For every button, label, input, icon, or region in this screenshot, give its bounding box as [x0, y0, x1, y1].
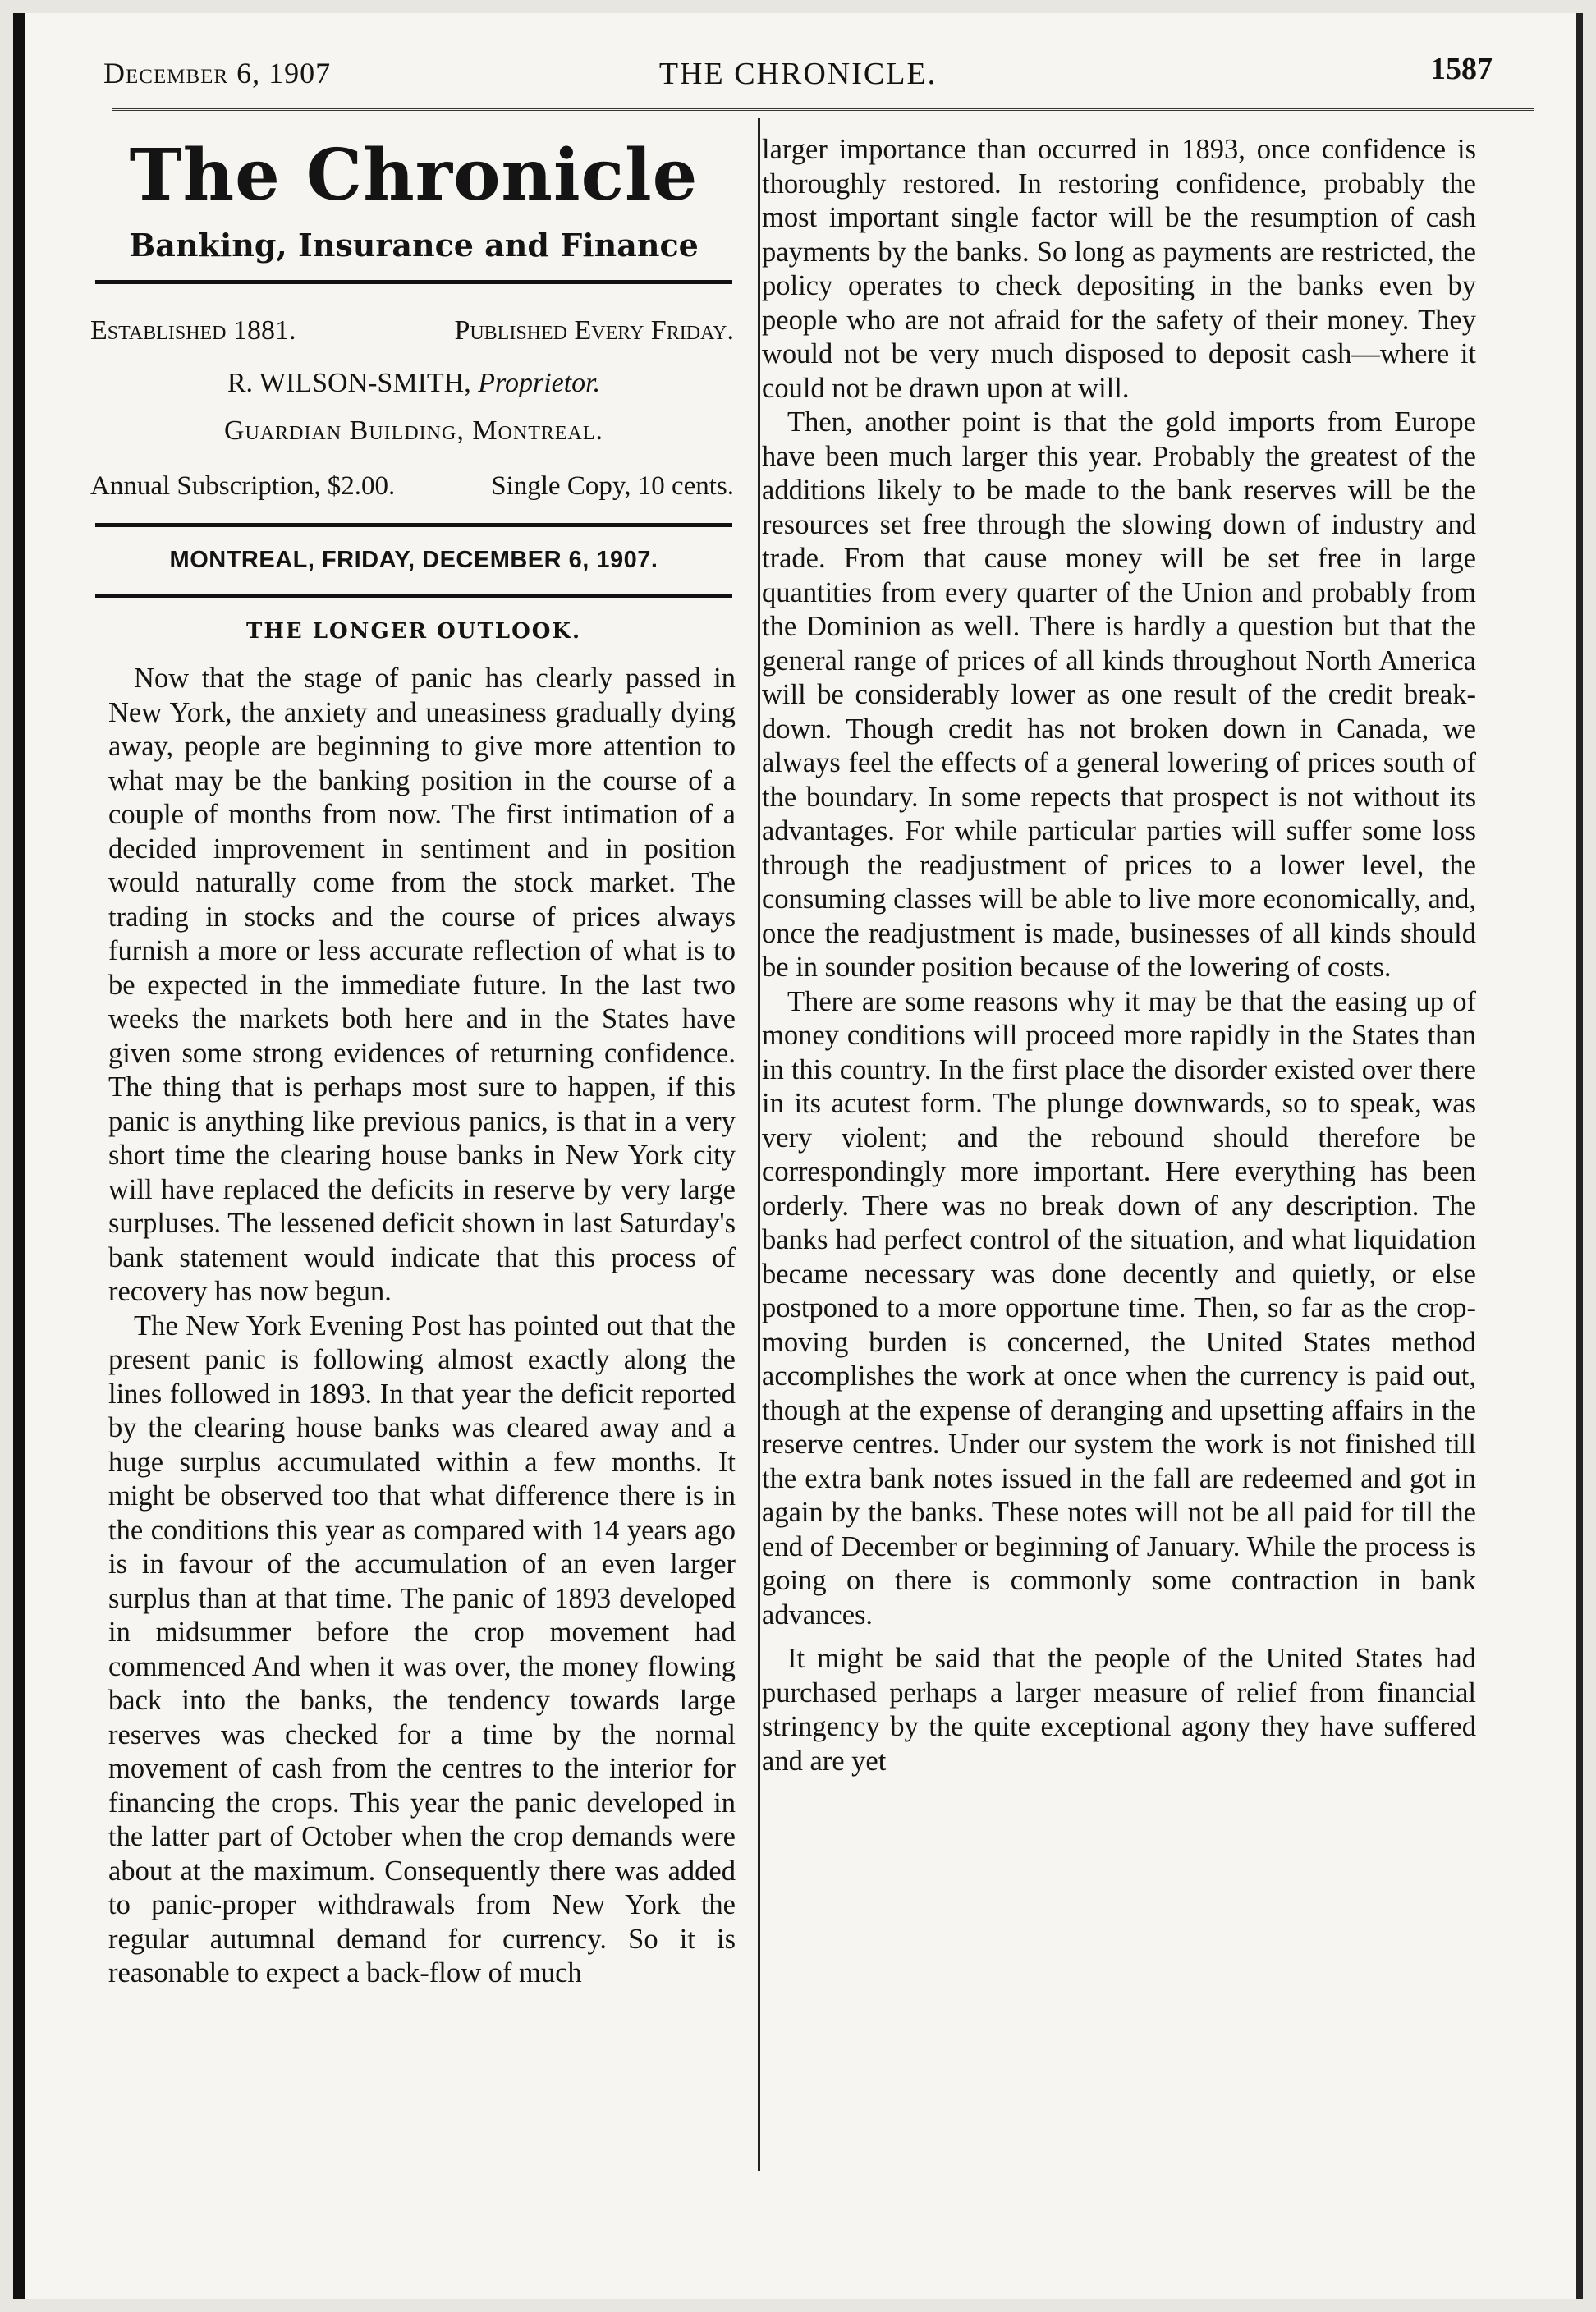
- header-title: THE CHRONICLE.: [658, 57, 938, 91]
- newspaper-page: [13, 13, 1583, 2299]
- header-date: December 6, 1907: [103, 57, 332, 89]
- page-edge-left: [13, 13, 25, 2299]
- masthead-subtitle: Banking, Insurance and Finance: [129, 227, 699, 264]
- published-text: Published Every Friday.: [454, 315, 734, 346]
- column-divider: [758, 118, 760, 2171]
- left-column: [85, 120, 742, 1991]
- masthead-title: The Chronicle: [129, 134, 699, 217]
- right-column: [762, 133, 1476, 1778]
- proprietor-line: [85, 368, 742, 399]
- dateline-rule-bottom: [95, 594, 732, 598]
- established-text: Established 1881.: [90, 315, 296, 346]
- page-number: 1587: [1430, 52, 1493, 86]
- proprietor-title: Proprietor.: [478, 368, 601, 398]
- single-copy-price: Single Copy, 10 cents.: [491, 471, 734, 501]
- annual-subscription: Annual Subscription, $2.00.: [90, 471, 396, 501]
- page-edge-right: [1576, 13, 1583, 2299]
- article-paragraph: Then, another point is that the gold imports from Europe have been much larger this year. Probably the greatest of the additions likely to be made to the bank reserves will be the resources set free through the slowing down of industry and trade. From that cause money will be set free in large quantities from every quarter of the Union and probably from the Dominion as well. There is hardly a question but that the general range of prices of all kinds throughout North America will be considerably lower as one result of the credit break-down. Though credit has not broken down in Canada, we always feel the effects of a general lowering of prices south of the boundary. In some repects that prospect is not without its advantages. For while particular parties will suffer some loss through the readjustment of prices to a lower level, the consuming classes will be able to live more economically, and, once the readjustment is made, businesses of all kinds should be in sounder position because of the lowering of costs.: [762, 406, 1476, 983]
- article-paragraph: Now that the stage of panic has clearly passed in New York, the anxiety and uneasiness gradually dying away, people are beginning to give more attention to what may be the banking position in the course of a couple of months from now. The first intimation of a decided improvement in sentiment and in position would naturally come from the stock market. The trading in stocks and the course of prices always furnish a more or less accurate reflection of what is to be expected in the immediate future. In the last two weeks the markets both here and in the States have given some strong evidences of returning confidence. The thing that is perhaps most sure to happen, if this panic is anything like previous panics, is that in a very short time the clearing house banks in New York city will have replaced the deficits in reserve by very large surpluses. The lessened deficit shown in last Saturday's bank statement would indicate that this process of recovery has now begun.: [108, 663, 736, 1307]
- subscription-info: [90, 471, 734, 502]
- header-rule: [112, 108, 1534, 111]
- article-paragraph: The New York Evening Post has pointed out that the present panic is following almost exactly along the lines followed in 1893. In that year the deficit reported by the clearing house banks was cleared away and a huge surplus accumulated within a few months. It might be observed too that what difference there is in the conditions this year as compared with 14 years ago is in favour of the accumulation of an even larger surplus than at that time. The panic of 1893 developed in midsummer before the crop movement had commenced And when it was over, the money flowing back into the banks, the tendency towards large reserves was checked for a time by the normal movement of cash from the centres to the interior for financing the crops. This year the panic developed in the latter part of October when the crop demands were about at the maximum. Consequently there was added to panic-proper withdrawals from New York the regular autumnal demand for currency. So it is reasonable to expect a back-flow of much: [108, 1310, 736, 1989]
- address-line: Guardian Building, Montreal.: [223, 415, 604, 446]
- publication-info: [90, 315, 734, 346]
- article-paragraph: There are some reasons why it may be that the easing up of money conditions will proceed more rapidly in the States than in this country. In the first place the disorder existed over there in its acutest form. The plunge downwards, so to speak, was very violent; and the rebound should therefore be correspondingly more important. Here everything has been orderly. There was no break down of any description. The banks had perfect control of the situation, and what liquidation became necessary was done decently and quietly, or else postponed to a more opportune time. Then, so far as the crop-moving burden is concerned, the United States method accomplishes the work at once when the currency is paid out, though at the expense of deranging and upsetting affairs in the reserve centres. Under our system the work is not finished till the extra bank notes issued in the fall are redeemed and got in again by the banks. These notes will not be all paid for till the end of December or beginning of January. While the process is going on there is commonly some contraction in bank advances.: [762, 985, 1476, 1631]
- dateline: MONTREAL, FRIDAY, DECEMBER 6, 1907.: [169, 547, 658, 573]
- article-heading: THE LONGER OUTLOOK.: [245, 619, 582, 644]
- article-paragraph: larger importance than occurred in 1893, once confidence is thoroughly restored. In restoring confidence, probably the most important single factor will be the resumption of cash payments by the banks. So long as payments are restricted, the policy operates to check depositing in the banks even by people who are not afraid for the safety of their money. They would not be very much disposed to deposit cash—where it could not be drawn upon at will.: [762, 134, 1476, 404]
- masthead-rule: [95, 280, 732, 284]
- running-header: [103, 44, 1493, 94]
- dateline-rule-top: [95, 523, 732, 527]
- proprietor-name: R. WILSON-SMITH,: [227, 368, 471, 398]
- article-paragraph: It might be said that the people of the United States had purchased perhaps a larger measure of relief from financial stringency by the quite exceptional agony they have suffered and are yet: [762, 1643, 1476, 1777]
